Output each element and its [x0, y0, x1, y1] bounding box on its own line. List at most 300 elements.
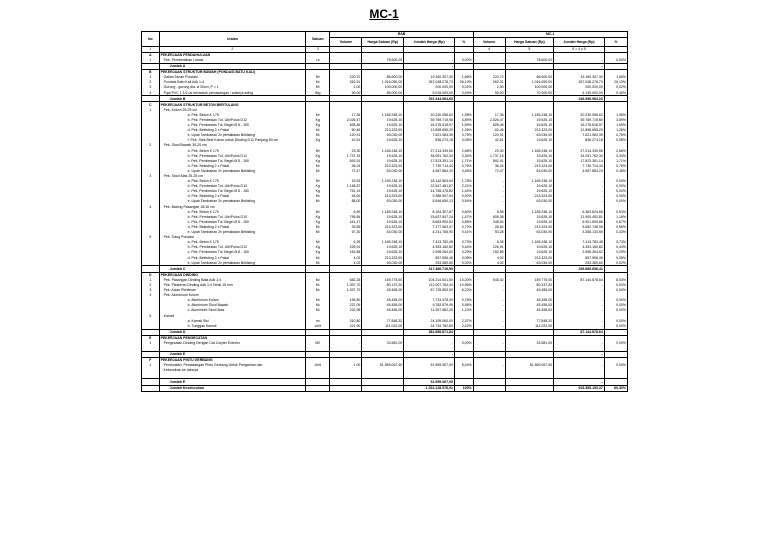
- cell-rab-volume: 828,46: [330, 123, 362, 128]
- cell-mc-harga-satuan: 1.165.248,10: [505, 240, 553, 245]
- cell-rab-volume: 226,91: [330, 245, 362, 250]
- cell-mc-jumlah-harga: 857.556,46: [554, 255, 605, 260]
- cell-mc-volume: -: [473, 189, 505, 194]
- cell-uraian: c. Pek. Pembesian Tul. Begel Ø 8 - 150: [159, 250, 306, 255]
- cell-rab-percent: 0,75%: [454, 133, 473, 138]
- cell-rab-volume: 59,00: [330, 90, 362, 96]
- cell-mc-percent: 0,33%: [604, 230, 627, 235]
- cell-mc-percent: 0,02%: [604, 260, 627, 266]
- cell-satuan: [306, 385, 330, 391]
- page-title: MC-1: [369, 7, 399, 21]
- cell-mc-percent: 0,00%: [604, 189, 627, 194]
- cell-mc-jumlah-harga: -: [554, 179, 605, 184]
- cell-uraian: Jumlah A: [159, 63, 306, 69]
- cell-rab-volume: [330, 385, 362, 391]
- cell-rab-jumlah-harga: -: [404, 351, 455, 357]
- cell-uraian: Jumlah D: [159, 329, 306, 335]
- cell-rab-harga-satuan: 1.016.050,00: [362, 80, 404, 85]
- cell-uraian: PEKERJAAN PENDAHULUAN: [159, 52, 306, 58]
- header-percent: %: [454, 38, 473, 47]
- cell-rab-percent: 1,59%: [454, 123, 473, 128]
- cell-mc-harga-satuan: 78.600,00: [505, 58, 553, 64]
- cell-rab-harga-satuan: 1.165.248,10: [362, 209, 404, 214]
- cell-rab-harga-satuan: 19.625,10: [362, 189, 404, 194]
- cell-rab-percent: 0,00%: [454, 58, 473, 64]
- cell-mc-jumlah-harga: 4.453.160,82: [554, 245, 605, 250]
- cell-mc-volume: -: [473, 179, 505, 184]
- cell-rab-percent: 1,78%: [454, 179, 473, 184]
- cell-mc-jumlah-harga: 87.144.878,64: [554, 278, 605, 283]
- cell-satuan: Ls: [306, 58, 330, 64]
- cell-mc-jumlah-harga: -: [554, 63, 605, 69]
- cell-mc-percent: 0,00%: [604, 58, 627, 64]
- cell-mc-volume: 605,38: [473, 215, 505, 220]
- cell-rab-percent: 10,96%: [454, 283, 473, 288]
- cell-mc-jumlah-harga: 836.274,18: [554, 138, 605, 143]
- cell-uraian: Pek. Pembersihan Lokasi: [159, 58, 306, 64]
- cell-mc-volume: -: [473, 184, 505, 189]
- cell-mc-volume: 72,47: [473, 169, 505, 174]
- cell-rab-percent: 0,76%: [454, 164, 473, 169]
- cell-mc-percent: 0,73%: [604, 240, 627, 245]
- cell-rab-volume: 33,65: [330, 225, 362, 230]
- cell-mc-jumlah-harga: 20.230.056,62: [554, 113, 605, 118]
- cell-mc-volume: [473, 385, 505, 391]
- cell-satuan: M²: [306, 225, 330, 230]
- cell-rab-jumlah-harga: 5.546.650,13: [404, 199, 455, 204]
- cell-rab-volume: 42,61: [330, 138, 362, 143]
- cell-rab-jumlah-harga: 27.214.339,56: [404, 148, 455, 153]
- cell-rab-harga-satuan: 100.000,00: [362, 85, 404, 90]
- cell-rab-harga-satuan: 63.030,00: [362, 199, 404, 204]
- cell-satuan: M²: [306, 164, 330, 169]
- cell-no: 5: [142, 235, 160, 240]
- cell-rab-volume: 72,47: [330, 169, 362, 174]
- cell-rab-jumlah-harga: 4.567.884,20: [404, 169, 455, 174]
- cell-mc-volume: 23,30: [473, 148, 505, 153]
- cell-no: 3: [142, 85, 160, 90]
- cell-rab-percent: 0,02%: [454, 85, 473, 90]
- cell-rab-percent: 0,45%: [454, 169, 473, 174]
- cell-rab-jumlah-harga: 104.214.541,50: [404, 278, 455, 283]
- cell-mc-percent: 0,56%: [604, 225, 627, 230]
- cell-uraian: b. Aluminium Sloof Bawah: [159, 303, 306, 308]
- cell-mc-jumlah-harga: 4.567.884,20: [554, 169, 605, 174]
- cell-rab-harga-satuan: 19.625,10: [362, 153, 404, 158]
- cell-mc-harga-satuan: [505, 385, 553, 391]
- cell-rab-harga-satuan: 19.625,10: [362, 220, 404, 225]
- cell-no: 1: [142, 363, 160, 368]
- cell-rab-harga-satuan: 45.455,00: [362, 308, 404, 313]
- cell-rab-jumlah-harga: 200.000,00: [404, 85, 455, 90]
- total-row: [142, 385, 628, 391]
- cell-rab-harga-satuan: 19.625,10: [362, 250, 404, 255]
- cell-mc-harga-satuan: 159.775,00: [505, 278, 553, 283]
- cell-mc-volume: -: [473, 341, 505, 346]
- cell-mc-harga-satuan: 19.625,10: [505, 123, 553, 128]
- cell-mc-volume: 17,36: [473, 113, 505, 118]
- cell-rab-jumlah-harga: 22.547.481,87: [404, 184, 455, 189]
- cell-rab-volume: 88,00: [330, 199, 362, 204]
- cell-uraian: Pek. Tiang Pondasi: [159, 235, 306, 240]
- cell-mc-volume: 545,42: [473, 278, 505, 283]
- cell-mc-volume: 348,54: [473, 220, 505, 225]
- cell-rab-jumlah-harga: 39.769.715,55: [404, 118, 455, 123]
- cell-mc-harga-satuan: 63.030,00: [505, 260, 553, 266]
- cell-rab-volume: 1.397,70: [330, 288, 362, 293]
- cell-mc-jumlah-harga: 616.385.193,37: [554, 385, 605, 391]
- cell-rab-percent: 1,47%: [454, 215, 473, 220]
- cell-satuan: Unit: [306, 323, 330, 329]
- cell-mc-percent: 0,00%: [604, 199, 627, 204]
- cell-uraian: b. Pek. Pembesian Tul. Ulir/Polos D12: [159, 118, 306, 123]
- cell-rab-jumlah-harga: 14.755.476,82: [404, 189, 455, 194]
- cell-rab-volume: 152,85: [330, 250, 362, 255]
- cell-rab-percent: 0,73%: [454, 240, 473, 245]
- header-harga-satuan: Harga Satuan (Rp): [362, 38, 404, 47]
- cell-mc-percent: 1,98%: [604, 113, 627, 118]
- header-uraian: Uraian: [159, 32, 306, 47]
- cell-rab-harga-satuan: 19.625,10: [362, 118, 404, 123]
- header-no: No: [142, 32, 160, 47]
- cell-uraian: Pek. Sloof Bawah 30-20 cm: [159, 143, 306, 148]
- cell-mc-harga-satuan: 1.165.248,10: [505, 148, 553, 153]
- cell-rab-harga-satuan: 63.030,00: [362, 260, 404, 266]
- cell-rab-percent: 0,96%: [454, 303, 473, 308]
- cell-rab-jumlah-harga: -: [404, 58, 455, 64]
- cell-rab-volume: 220,72: [330, 75, 362, 80]
- cell-rab-percent: 5,04%: [454, 363, 473, 368]
- cell-mc-harga-satuan: 1.016.050,00: [505, 80, 553, 85]
- cell-rab-volume: 159,80: [330, 298, 362, 303]
- cell-uraian: f. Pek. Stek Besi Kolom untuk Dinding D12 Panjang 50 cm: [159, 138, 306, 143]
- cell-rab-jumlah-harga: 7.413.782,48: [404, 240, 455, 245]
- cell-mc-percent: 1,26%: [604, 128, 627, 133]
- cell-satuan: Kg: [306, 118, 330, 123]
- cell-rab-volume: 44,00: [330, 194, 362, 199]
- cell-mc-jumlah-harga: 12.898.655,29: [554, 128, 605, 133]
- cell-rab-jumlah-harga: 24.195.060,00: [404, 318, 455, 323]
- cell-rab-harga-satuan: 19.625,10: [362, 123, 404, 128]
- cell-mc-harga-satuan: 1.165.248,10: [505, 113, 553, 118]
- cell-mc-percent: 0,29%: [604, 250, 627, 255]
- cell-rab-harga-satuan: 1.165.248,10: [362, 148, 404, 153]
- cell-mc-volume: 2.026,47: [473, 118, 505, 123]
- cell-mc-jumlah-harga: -: [554, 318, 605, 323]
- cell-rab-percent: 2,21%: [454, 184, 473, 189]
- cell-satuan: M³: [306, 240, 330, 245]
- cell-mc-percent: 0,00%: [604, 303, 627, 308]
- cell-rab-harga-satuan: 63.030,00: [362, 230, 404, 235]
- cell-rab-volume: 751,19: [330, 189, 362, 194]
- cell-satuan: Kg: [306, 138, 330, 143]
- cell-mc-jumlah-harga: 200.000,00: [554, 85, 605, 90]
- cell-no: 4: [142, 204, 160, 209]
- cell-mc-percent: 0,63%: [604, 209, 627, 214]
- cell-mc-volume: 4,02: [473, 255, 505, 260]
- cell-mc-jumlah-harga: -: [554, 379, 605, 385]
- cell-satuan: M²: [306, 133, 330, 138]
- cell-rab-volume: 892,91: [330, 158, 362, 163]
- cell-rab-jumlah-harga: 34.091.762,34: [404, 153, 455, 158]
- cell-mc-volume: -: [473, 283, 505, 288]
- cell-no: 3: [142, 288, 160, 293]
- cell-mc-harga-satuan: 51.559.067,90: [505, 363, 553, 368]
- col-index: 6 = 4 x 5: [554, 47, 605, 53]
- cell-mc-volume: -: [473, 308, 505, 313]
- cell-mc-percent: 0,00%: [604, 283, 627, 288]
- cell-mc-jumlah-harga: -: [554, 58, 605, 64]
- cell-mc-harga-satuan: 63.030,00: [505, 169, 553, 174]
- cell-rab-jumlah-harga: 51.559.067,90: [404, 363, 455, 368]
- header-mc-percent: %: [604, 38, 627, 47]
- cell-mc-harga-satuan: 45.455,00: [505, 288, 553, 293]
- cell-no: 2: [142, 143, 160, 148]
- cell-rab-percent: 2,37%: [454, 318, 473, 323]
- cell-mc-jumlah-harga: 7.413.782,48: [554, 240, 605, 245]
- cell-uraian: Kamsil: [159, 313, 306, 318]
- cell-rab-jumlah-harga: 5.015.000,00: [404, 90, 455, 96]
- cell-mc-percent: 0,00%: [604, 363, 627, 368]
- cell-mc-volume: 59,00: [473, 90, 505, 96]
- cell-satuan: Kg: [306, 153, 330, 158]
- cell-rab-volume: 23,30: [330, 148, 362, 153]
- cell-uraian: a. Kamsil Sisi: [159, 318, 306, 323]
- cell-rab-jumlah-harga: 7.621.083,39: [404, 133, 455, 138]
- cell-mc-jumlah-harga: 34.091.762,34: [554, 153, 605, 158]
- cell-rab-volume: 1.397,70: [330, 283, 362, 288]
- cell-mc-percent: 2,66%: [604, 148, 627, 153]
- cell-rab-jumlah-harga: 9.386.597,54: [404, 194, 455, 199]
- cell-satuan: Kg: [306, 245, 330, 250]
- cell-mc-percent: 60,30%: [604, 385, 627, 391]
- cell-rab-harga-satuan: 85.000,00: [362, 90, 404, 96]
- cell-mc-volume: -: [473, 303, 505, 308]
- header-satuan: Satuan: [306, 32, 330, 47]
- cell-mc-jumlah-harga: 2.998.264,62: [554, 250, 605, 255]
- cell-mc-percent: 0,00%: [604, 318, 627, 323]
- cell-satuan: M²: [306, 199, 330, 204]
- cell-satuan: M²: [306, 230, 330, 235]
- header-mc-jumlah-harga: Jumlah Harga (Rp): [554, 38, 605, 47]
- cell-rab-jumlah-harga: 18.142.563,64: [404, 179, 455, 184]
- cell-rab-percent: 6,22%: [454, 288, 473, 293]
- cell-mc-volume: 828,46: [473, 123, 505, 128]
- cell-mc-harga-satuan: 19.625,10: [505, 118, 553, 123]
- cell-mc-harga-satuan: 63.030,00: [505, 199, 553, 204]
- cell-satuan: M²: [306, 303, 330, 308]
- cell-rab-percent: 0,41%: [454, 230, 473, 235]
- cell-rab-jumlah-harga: 51.559.067,90: [404, 379, 455, 385]
- cell-uraian: a. Pek. Beton K 175: [159, 179, 306, 184]
- cell-rab-harga-satuan: 19.625,10: [362, 184, 404, 189]
- cell-satuan: M³: [306, 113, 330, 118]
- cell-mc-volume: -: [473, 194, 505, 199]
- cell-satuan: M³: [306, 85, 330, 90]
- cell-rab-jumlah-harga: 1.022.128.576,91: [404, 385, 455, 391]
- cell-rab-jumlah-harga: 253.380,60: [404, 260, 455, 266]
- cell-satuan: Kg: [306, 250, 330, 255]
- cell-uraian: PEKERJAAN STRUKTUR BETON BERTULANG: [159, 102, 306, 108]
- cell-uraian: e. Upah Tambahan 2x pemakaian Bekisting: [159, 169, 306, 174]
- cell-rab-harga-satuan: 159.775,00: [362, 278, 404, 283]
- cell-rab-volume: 60,46: [330, 128, 362, 133]
- cell-rab-jumlah-harga: -: [404, 63, 455, 69]
- cell-rab-percent: 10,20%: [454, 278, 473, 283]
- cell-no: 2: [142, 283, 160, 288]
- cell-mc-harga-satuan: 19.625,10: [505, 189, 553, 194]
- cell-rab-volume: 2,00: [330, 85, 362, 90]
- cell-mc-volume: -: [473, 199, 505, 204]
- cell-rab-harga-satuan: 19.625,10: [362, 215, 404, 220]
- cell-rab-harga-satuan: 1.165.248,10: [362, 113, 404, 118]
- cell-mc-harga-satuan: 19.625,10: [505, 245, 553, 250]
- cell-uraian: PEKERJAAN PENGECATAN: [159, 335, 306, 341]
- cell-no: E: [142, 335, 160, 341]
- cell-rab-jumlah-harga: 11.267.582,25: [404, 308, 455, 313]
- header-mc-harga-satuan: Harga Satuan (Rp): [505, 38, 553, 47]
- cell-rab-percent: 0,76%: [454, 298, 473, 303]
- cell-mc-harga-satuan: 19.625,10: [505, 215, 553, 220]
- cell-no: 4: [142, 293, 160, 298]
- cell-uraian: b. Tunggak Kamsil: [159, 323, 306, 329]
- cell-mc-harga-satuan: 19.625,10: [505, 158, 553, 163]
- cell-rab-volume: 120,91: [330, 133, 362, 138]
- cell-uraian: b. Pek. Pembesian Tul. Ulir/Polos D12: [159, 245, 306, 250]
- cell-mc-volume: -: [473, 323, 505, 329]
- cell-uraian: d. Pek. Bekisting 2 x Pakai: [159, 194, 306, 199]
- header-volume: Volume: [330, 38, 362, 47]
- cell-mc-jumlah-harga: 3.358.133,55: [554, 230, 605, 235]
- cell-rab-jumlah-harga: 8.164.307,87: [404, 209, 455, 214]
- cell-uraian: PEKERJAAN DINDING: [159, 272, 306, 278]
- cell-mc-jumlah-harga: 5.682.748,95: [554, 225, 605, 230]
- cell-mc-jumlah-harga: -: [554, 199, 605, 204]
- cell-satuan: m²: [306, 318, 330, 323]
- cell-uraian: a. Pek. Beton K 175: [159, 240, 306, 245]
- cell-uraian: d. Pek. Bekisting 2 x Pakai: [159, 255, 306, 260]
- cell-rab-volume: 17,36: [330, 113, 362, 118]
- cell-rab-harga-satuan: 63.030,00: [362, 133, 404, 138]
- cell-mc-harga-satuan: 100.000,00: [505, 85, 553, 90]
- cell-mc-harga-satuan: 63.030,00: [505, 230, 553, 235]
- cell-rab-harga-satuan: 213.323,00: [362, 225, 404, 230]
- cell-no: F: [142, 358, 160, 364]
- cell-no: 1: [142, 108, 160, 113]
- cell-rab-percent: 1,71%: [454, 158, 473, 163]
- cell-mc-percent: 0,00%: [604, 288, 627, 293]
- cell-mc-harga-satuan: 63.030,00: [505, 133, 553, 138]
- cell-mc-volume: 226,91: [473, 245, 505, 250]
- cell-mc-harga-satuan: 19.625,10: [505, 138, 553, 143]
- cell-rab-harga-satuan: 213.323,00: [362, 128, 404, 133]
- cell-uraian: c. Pek. Pembesian Tul. Begel Ø 8 - 150: [159, 189, 306, 194]
- cell-rab-harga-satuan: 45.455,00: [362, 298, 404, 303]
- cell-uraian: d. Pek. Bekisting 2 x Pakai: [159, 128, 306, 133]
- col-index: 3: [306, 47, 330, 53]
- cell-rab-harga-satuan: 45.455,00: [362, 288, 404, 293]
- cell-rab-jumlah-harga: 15.637.547,24: [404, 215, 455, 220]
- header-mc: MC-1: [473, 32, 627, 38]
- cell-mc-volume: -: [473, 363, 505, 368]
- cell-rab-volume: 4,02: [330, 260, 362, 266]
- cell-rab-harga-satuan: 19.625,10: [362, 158, 404, 163]
- col-index: 5: [505, 47, 553, 53]
- cell-mc-percent: 0,00%: [604, 194, 627, 199]
- cell-mc-volume: 220,72: [473, 75, 505, 80]
- cell-mc-harga-satuan: 45.455,00: [505, 298, 553, 303]
- cell-no: 5: [142, 313, 160, 318]
- cell-rab-volume: 36,24: [330, 164, 362, 169]
- cell-no: 1: [142, 341, 160, 346]
- cell-rab-jumlah-harga: 4.241.766,90: [404, 230, 455, 235]
- cell-mc-volume: 42,61: [473, 138, 505, 143]
- cell-mc-jumlah-harga: 4.130.000,00: [554, 90, 605, 96]
- cell-mc-percent: 0,40%: [604, 90, 627, 96]
- cell-mc-harga-satuan: 213.323,00: [505, 194, 553, 199]
- cell-uraian: Pengecatan Dinding Dengan Cat Colyter Exterior: [159, 341, 306, 346]
- cell-no: A: [142, 52, 160, 58]
- cell-rab-harga-satuan: 213.323,00: [362, 255, 404, 260]
- cell-mc-percent: 3,34%: [604, 153, 627, 158]
- cell-rab-harga-satuan: 1.165.248,10: [362, 240, 404, 245]
- cell-uraian: Galian Tanah Pondasi: [159, 75, 306, 80]
- cell-rab-volume: 682,26: [330, 278, 362, 283]
- cell-mc-harga-satuan: 70.000,00: [505, 90, 553, 96]
- cell-mc-volume: 6,35: [473, 240, 505, 245]
- cell-mc-jumlah-harga: -: [554, 288, 605, 293]
- cell-mc-percent: 1,16%: [604, 215, 627, 220]
- cell-mc-volume: 152,85: [473, 250, 505, 255]
- cell-mc-jumlah-harga: -: [554, 323, 605, 329]
- cell-rab-volume: 795,84: [330, 215, 362, 220]
- cell-uraian: b. Pek. Pembesian Tul. Ulir/Polos D12: [159, 153, 306, 158]
- cell-mc-jumlah-harga: 27.214.339,56: [554, 148, 605, 153]
- cell-rab-percent: 1,44%: [454, 189, 473, 194]
- cell-rab-percent: 1,10%: [454, 308, 473, 313]
- cell-no: 1: [142, 58, 160, 64]
- cell-rab-percent: 26,13%: [454, 80, 473, 85]
- cell-rab-volume: 6,35: [330, 240, 362, 245]
- cell-mc-jumlah-harga: 11.900.452,81: [554, 215, 605, 220]
- cell-mc-percent: 1,66%: [604, 75, 627, 80]
- cell-mc-volume: 5,55: [473, 209, 505, 214]
- cell-satuan: M²: [306, 128, 330, 133]
- cell-mc-harga-satuan: 213.323,00: [505, 128, 553, 133]
- cell-mc-percent: 0,75%: [604, 133, 627, 138]
- cell-rab-percent: 0,70%: [454, 225, 473, 230]
- cell-mc-percent: 1,59%: [604, 123, 627, 128]
- cell-uraian: Jumlah Keseluruhan: [159, 385, 306, 391]
- cell-satuan: Kg: [306, 123, 330, 128]
- cell-rab-percent: 0,08%: [454, 138, 473, 143]
- cell-uraian: a. Aluminium Kolom: [159, 298, 306, 303]
- cell-rab-jumlah-harga: 7.730.714,44: [404, 164, 455, 169]
- cell-mc-percent: 0,00%: [604, 184, 627, 189]
- cell-no: [142, 385, 160, 391]
- cell-mc-volume: 36,24: [473, 164, 505, 169]
- cell-no: 3: [142, 174, 160, 179]
- cell-uraian: a. Pek. Beton K 175: [159, 113, 306, 118]
- cell-no: D: [142, 272, 160, 278]
- cell-rab-percent: 0,85%: [454, 220, 473, 225]
- cell-uraian: b. Pek. Pembesian Tul. Ulir/Polos D10: [159, 184, 306, 189]
- cell-mc-volume: 120,91: [473, 133, 505, 138]
- cell-rab-jumlah-harga: 112.007.784,44: [404, 283, 455, 288]
- cell-rab-volume: 237,09: [330, 303, 362, 308]
- cell-satuan: M²: [306, 194, 330, 199]
- cell-rab-harga-satuan: 33.581,00: [362, 341, 404, 346]
